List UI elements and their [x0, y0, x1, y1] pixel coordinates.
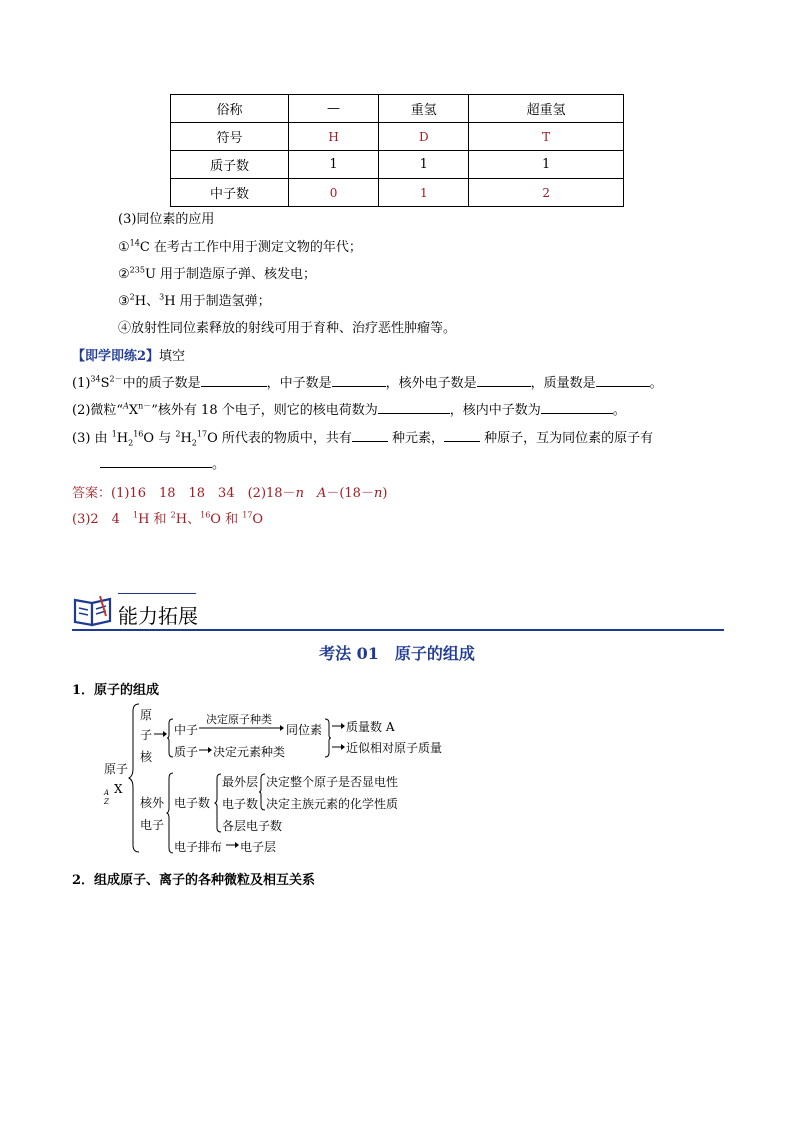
- part2-heading: 2．组成原子、离子的各种微粒及相互关系: [72, 873, 316, 888]
- table-cell: 俗称: [171, 95, 289, 123]
- nucleus-char: 子: [140, 728, 153, 742]
- book-icon: [72, 594, 114, 628]
- electron-count-label: 电子数: [174, 796, 211, 810]
- q-text: O 与: [143, 431, 176, 446]
- answer-line-2: [72, 508, 263, 527]
- q-text: 种原子，互为同位素的原子有: [480, 431, 654, 446]
- answer-blank: [352, 429, 388, 442]
- table-cell: 1: [288, 151, 378, 179]
- answer-text: H、: [175, 512, 201, 527]
- item-text: U 用于制造原子弹、核发电；: [144, 267, 317, 282]
- mass-number: 235: [129, 265, 145, 275]
- brace-icon: [324, 718, 332, 758]
- atom-symbol-number: Z: [104, 798, 109, 806]
- nucleus-char: 核: [140, 750, 153, 764]
- q-text: 种元素，: [387, 431, 444, 446]
- item-text: C 在考古工作中用于测定文物的年代；: [139, 240, 362, 255]
- answer-sup: 16: [200, 510, 211, 520]
- table-cell: 1: [379, 179, 469, 207]
- q-sub: 2: [128, 438, 134, 448]
- answer-text: O: [252, 512, 264, 527]
- q-text: 。: [649, 376, 663, 391]
- electron-shell-label: 电子层: [240, 840, 277, 854]
- mass-number: 14: [129, 238, 140, 248]
- table-row: [171, 151, 624, 179]
- q-text: H: [116, 431, 129, 446]
- q-text: 。: [212, 457, 226, 472]
- table-cell: —: [288, 95, 378, 123]
- item-prefix: ③: [118, 294, 130, 309]
- q-text: (3) 由: [72, 431, 112, 446]
- answer-text: (1)16 18 18 34 (2)18－: [111, 486, 296, 501]
- section-top-rule: [118, 593, 196, 594]
- table-cell: 超重氢: [469, 95, 624, 123]
- table-cell: H: [288, 123, 378, 151]
- table-row: [171, 123, 624, 151]
- method-title: 考法 01 原子的组成: [319, 644, 475, 663]
- proton-label: 质子: [174, 745, 199, 759]
- application-item-2: [118, 263, 316, 282]
- q-text: ，核外电子数是: [385, 376, 477, 391]
- decides-element-label: 决定元素种类: [213, 745, 286, 759]
- answer-text: n: [295, 486, 304, 501]
- arrow-icon: [199, 745, 213, 755]
- arrow-icon: [226, 840, 240, 850]
- q-text: ，中子数是: [266, 376, 332, 391]
- atom-symbol: [104, 782, 123, 806]
- brace-icon: [166, 772, 174, 854]
- answer-blank: [332, 374, 386, 387]
- q-text: 中的质子数是: [122, 376, 201, 391]
- question-2: [72, 399, 626, 418]
- table-cell: 2: [469, 179, 624, 207]
- answer-sup: 1: [132, 510, 139, 520]
- table-cell: 0: [288, 179, 378, 207]
- application-item-3: [118, 290, 271, 309]
- q-text: (1): [72, 376, 91, 391]
- answer-text: n: [373, 486, 383, 501]
- q-text: ，质量数是: [530, 376, 596, 391]
- part1-heading: 1．原子的组成: [72, 683, 160, 698]
- answer-blank: [378, 401, 450, 414]
- outer-electron-char: 电子: [140, 818, 165, 832]
- q-sup: n－: [138, 401, 152, 411]
- arrow-icon: [199, 723, 285, 733]
- table-cell: 中子数: [171, 179, 289, 207]
- answer-blank: [477, 374, 531, 387]
- q-text: ，核内中子数为: [449, 403, 541, 418]
- arrow-icon: [332, 742, 346, 752]
- mass-number: 3: [159, 292, 165, 302]
- q-text: 。: [612, 403, 626, 418]
- decides-isotope-label: 决定原子种类: [206, 713, 272, 726]
- q-sup: 16: [133, 429, 144, 439]
- application-item-4: ④放射性同位素释放的射线可用于育种、治疗恶性肿瘤等。: [118, 321, 457, 336]
- atom-label: 原子: [104, 762, 129, 776]
- answer-text: ): [382, 486, 388, 501]
- outer-electron-char: 核外: [140, 796, 165, 810]
- brace-icon: [214, 773, 222, 833]
- neutron-label: 中子: [174, 723, 199, 737]
- section-title: 能力拓展: [118, 604, 198, 628]
- q-text: H: [180, 431, 192, 446]
- practice-tag-after: 填空: [159, 349, 186, 364]
- isotope-table: [170, 94, 624, 207]
- q-sup: A: [123, 401, 129, 411]
- q-sup: 17: [196, 429, 208, 439]
- practice-heading: [72, 345, 185, 364]
- practice-tag: 【即学即练2】: [72, 349, 160, 364]
- application-item-1: [118, 236, 362, 255]
- answer-text: H 和: [138, 512, 171, 527]
- answer-sup: 17: [242, 510, 253, 520]
- answer-blank: [100, 455, 212, 468]
- decides-chem-label: 决定主族元素的化学性质: [266, 797, 399, 811]
- q-text: (2)微粒“: [72, 403, 124, 418]
- brace-icon: [128, 703, 140, 853]
- q-text: O 所代表的物质中，共有: [207, 431, 352, 446]
- answer-blank: [541, 401, 613, 414]
- mass-number-label: 质量数 A: [346, 720, 395, 734]
- answer-text: A: [303, 486, 327, 501]
- question-3: [72, 427, 653, 446]
- q-text: X: [128, 403, 139, 418]
- atom-symbol-letter: X: [114, 782, 123, 796]
- outermost-label: 最外层: [222, 775, 259, 789]
- isotope-label: 同位素: [286, 723, 323, 737]
- table-cell: 1: [469, 151, 624, 179]
- section-divider: [72, 629, 724, 631]
- table-cell: 符号: [171, 123, 289, 151]
- answer-text: (3)2 4: [72, 512, 133, 527]
- table-cell: T: [469, 123, 624, 151]
- table-cell: 质子数: [171, 151, 289, 179]
- application-heading: (3)同位素的应用: [118, 212, 215, 227]
- item-text: H 用于制造氢弹；: [164, 294, 271, 309]
- mass-number: 2: [129, 292, 135, 302]
- approx-mass-label: 近似相对原子质量: [346, 741, 443, 755]
- table-cell: 1: [379, 151, 469, 179]
- table-cell: 重氢: [379, 95, 469, 123]
- answer-blank: [444, 429, 480, 442]
- table-row: [171, 95, 624, 123]
- answer-blank: [201, 374, 267, 387]
- answer-text: －(18－: [326, 486, 374, 501]
- question-3-continued: [100, 453, 225, 472]
- item-text: H、: [134, 294, 160, 309]
- q-sub: 2: [191, 438, 197, 448]
- q-text: S: [100, 376, 110, 391]
- brace-icon: [166, 718, 174, 758]
- table-cell: D: [379, 123, 469, 151]
- q-text: ”核外有 18 个电子，则它的核电荷数为: [151, 403, 378, 418]
- table-row: [171, 179, 624, 207]
- q-sup: 1: [111, 429, 117, 439]
- question-1: [72, 372, 663, 391]
- atom-symbol-mass: A: [104, 789, 110, 797]
- answer-line-1: [72, 482, 387, 501]
- answer-label: 答案：: [72, 486, 112, 501]
- electron-count-label-2: 电子数: [222, 797, 259, 811]
- nucleus-char: 原: [140, 708, 153, 722]
- item-prefix: ①: [118, 240, 130, 255]
- q-sup: 2－: [109, 374, 123, 384]
- item-prefix: ②: [118, 267, 130, 282]
- answer-sup: 2: [170, 510, 176, 520]
- each-layer-label: 各层电子数: [222, 819, 283, 833]
- decides-charge-label: 决定整个原子是否显电性: [266, 775, 399, 789]
- q-sup: 2: [175, 429, 181, 439]
- answer-text: O 和: [210, 512, 243, 527]
- arrow-icon: [332, 721, 346, 731]
- brace-icon: [258, 773, 266, 811]
- arrangement-label: 电子排布: [174, 840, 223, 854]
- q-sup: 34: [90, 374, 101, 384]
- answer-blank: [596, 374, 650, 387]
